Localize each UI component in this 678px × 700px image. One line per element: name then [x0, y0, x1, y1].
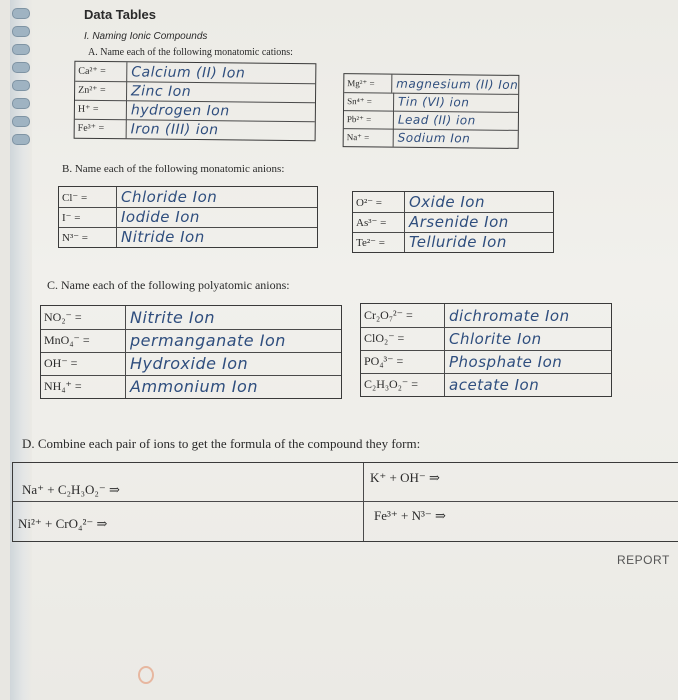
table-row: ClO₂⁻ = Chlorite Ion: [361, 327, 611, 351]
table-row: PO₄³⁻ = Phosphate Ion: [361, 350, 611, 374]
page-subtitle: I. Naming Ionic Compounds: [84, 31, 208, 42]
anions-table-right: [352, 191, 554, 253]
polyatomic-table-right: [360, 303, 612, 397]
table-row: Fe³⁺ = Iron (III) ion: [75, 119, 315, 141]
table-row: C₂H₃O₂⁻ = acetate Ion: [361, 373, 611, 396]
table-row: Mg²⁺ = magnesium (II) Ion: [344, 74, 518, 95]
anions-table-left: [58, 186, 318, 248]
compound-formula-table: [12, 462, 678, 542]
table-row: O²⁻ = Oxide Ion: [353, 192, 553, 213]
pair-ni-chromate: Ni²⁺ + CrO₄²⁻ ⇒: [18, 516, 108, 531]
table-row: MnO₄⁻ = permanganate Ion: [41, 329, 341, 353]
section-a-heading: A. Name each of the following monatomic cations:: [88, 47, 293, 58]
pair-fe-nitride: Fe³⁺ + N³⁻ ⇒: [374, 508, 446, 523]
table-row: N³⁻ = Nitride Ion: [59, 227, 317, 247]
page-title: Data Tables: [84, 7, 157, 22]
table-row: Na⁺ = Sodium Ion: [344, 128, 518, 148]
section-b-heading: B. Name each of the following monatomic anions:: [62, 163, 285, 175]
table-row: Sn⁴⁺ = Tin (VI) ion: [344, 92, 518, 113]
table-row: NO₂⁻ = Nitrite Ion: [41, 306, 341, 330]
section-c-heading: C. Name each of the following polyatomic anions:: [47, 278, 290, 292]
table-row: Te²⁻ = Telluride Ion: [353, 232, 553, 252]
table-row: Cr₂O₇²⁻ = dichromate Ion: [361, 304, 611, 328]
polyatomic-table-left: [40, 305, 342, 399]
section-d-heading: D. Combine each pair of ions to get the formula of the compound they form:: [22, 436, 421, 451]
table-row: Ca²⁺ = Calcium (II) Ion: [75, 62, 315, 85]
pair-na-acetate: Na⁺ + C₂H₃O₂⁻ ⇒: [22, 482, 120, 497]
spiral-binding: [10, 0, 32, 700]
table-row: Zn²⁺ = Zinc Ion: [75, 81, 315, 104]
table-row: NH₄⁺ = Ammonium Ion: [41, 375, 341, 398]
table-row: Cl⁻ = Chloride Ion: [59, 187, 317, 208]
table-row: I⁻ = Iodide Ion: [59, 207, 317, 228]
pair-k-hydroxide: K⁺ + OH⁻ ⇒: [370, 470, 440, 485]
table-row: H⁺ = hydrogen Ion: [75, 100, 315, 123]
report-label: REPORT: [617, 553, 670, 567]
table-row: Pb²⁺ = Lead (II) ion: [344, 110, 518, 131]
table-row: As³⁻ = Arsenide Ion: [353, 212, 553, 233]
stray-mark: [138, 666, 154, 684]
table-row: OH⁻ = Hydroxide Ion: [41, 352, 341, 376]
cations-table-left: [74, 61, 317, 142]
cations-table-right: [343, 73, 520, 149]
